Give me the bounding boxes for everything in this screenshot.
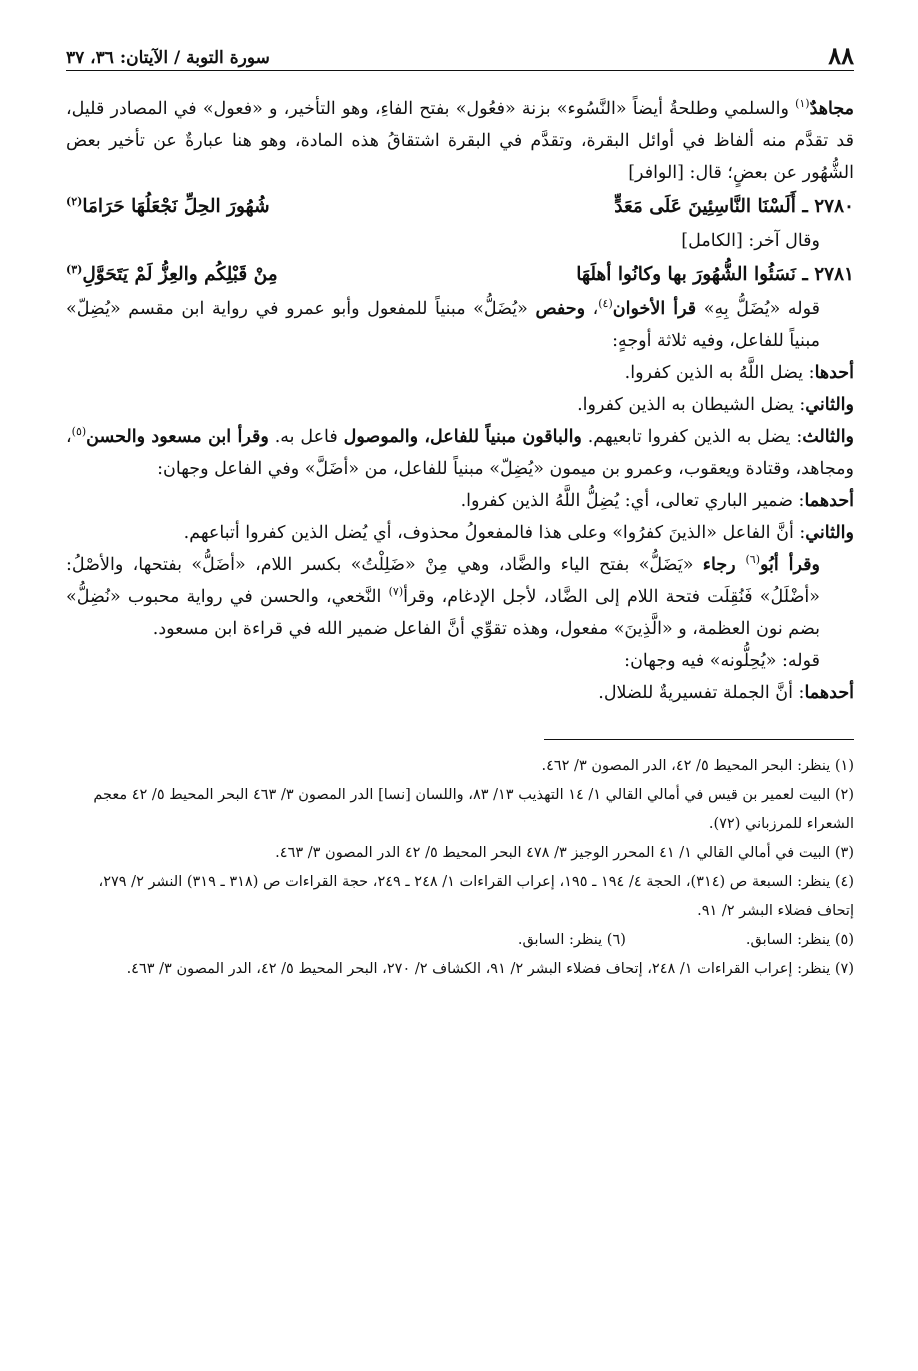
footnote-divider [544,739,854,740]
paragraph [66,293,854,357]
paragraph-text: ، ومجاهد، وقتادة ويعقوب، وعمرو بن ميمون «يُضِلّ» مبنياً للفاعل، من «أضَلَّ» وفي الفاعل وجهان: [66,427,854,479]
footnote-ref[interactable]: (٣) [66,262,83,276]
bold-term: والثالث [802,427,855,447]
verse-first-hemistich: ٢٧٨٠ ـ أَلَسْنَا النَّاسِئِينَ عَلَى مَعَدٍّ [614,196,854,217]
footnote-ref[interactable]: (٥) [71,425,87,439]
bold-term: رجاء [702,555,746,575]
main-text [66,93,854,709]
bold-term: قرأ الأخوان [612,299,697,319]
footnote-ref[interactable]: (٢) [66,194,83,208]
page-number: ٨٨ [828,41,854,70]
paragraph: وقال آخر: [الكامل] [681,231,820,251]
bold-term: أحدهما [804,683,854,703]
paragraph-text: «يُضَلُّ» مبنياً للمفعول وأبو عمرو في رواية ابن مقسم «يُضِلّ» مبنياً للفاعل، وفيه ثلاثة أوجهٍ: [66,299,820,351]
bold-term: أحدها [814,363,854,383]
footnote-6: (٦) ينظر: السابق. [517,932,626,948]
paragraph-text: : يضل الشيطان به الذين كفروا. [577,395,806,415]
footnote-pair [66,926,854,955]
paragraph-text: قوله «يُضَلُّ بِهِ» [696,299,820,319]
paragraph [66,421,854,485]
bold-term: وقرأ أبُو [760,555,820,575]
verse-first-hemistich: ٢٧٨١ ـ نَسَئُوا الشُّهُورَ بها وكانُوا أهلَهَا [576,264,854,285]
paragraph [66,389,854,421]
bold-term: وقرأ ابن مسعود والحسن [86,427,269,447]
footnote-ref[interactable]: (٦) [745,553,760,567]
footnote-2: (٢) البيت لعمير بن قيس في أمالي القالي ١/ ١٤ التهذيب ١٣/ ٨٣، واللسان [نسا] الدر المصون ٣/ ٤٦٣ البحر المحيط ٥/ ٤٢ معجم الشعراء للمرزباني (٧٢). [93,787,854,832]
paragraph-text: : يضل به الذين كفروا تابعيهم. [581,427,803,447]
footnote-5: (٥) ينظر: السابق. [745,932,854,948]
paragraph-text: فاعل به. [268,427,344,447]
paragraph [66,357,854,389]
book-page [66,40,854,984]
footnote-1: (١) ينظر: البحر المحيط ٥/ ٤٢، الدر المصون ٣/ ٤٦٢. [541,758,854,774]
verse-second-hemistich: شُهُورَ الحِلِّ نَجْعَلُهَا حَرَامَا [82,196,270,217]
paragraph-text: ، [585,299,599,319]
paragraph [66,93,854,189]
verse-2781 [66,259,854,291]
paragraph [66,485,854,517]
paragraph-text: : أنَّ الفاعل «الذينَ كفرُوا» وعلى هذا فالمفعولُ محذوف، أي يُضل الذين كفروا أتباعهم. [183,523,806,543]
verse-2780 [66,191,854,223]
footnote-ref[interactable]: (٤) [598,297,613,311]
bold-term: والثاني [805,395,854,415]
paragraph-text: : أنَّ الجملة تفسيريةٌ للضلال. [598,683,805,703]
paragraph-text: النَّخعي، والحسن في رواية محبوب «نُضِلُّ» بضم نون العظمة، و «الَّذِينَ» مفعول، وهذه تقوِّي أنَّ الفاعل ضمير الله في قراءة ابن مسعود. [66,587,820,639]
paragraph-text: : يضل اللَّهُ به الذين كفروا. [624,363,815,383]
running-title: سورة التوبة / الآيتان: ٣٦، ٣٧ [66,48,270,68]
bold-term: مجاهدٌ [809,99,854,119]
bold-term: والباقون مبنياً للفاعل، والموصول [343,427,582,447]
footnote-3: (٣) البيت في أمالي القالي ١/ ٤١ المحرر الوجيز ٣/ ٤٧٨ البحر المحيط ٥/ ٤٢ الدر المصون ٣/ ٤٦٣. [275,845,854,861]
paragraph [66,677,854,709]
footnotes [66,752,854,984]
paragraph-text: والسلمي وطلحةُ أيضاً «النَّسُوء» بزنة «فعُول» بفتح الفاءِ، وهو التأخير، و «فعول» في المصادر قليل، قد تقدَّم منه ألفاظ في أوائل البقرة، وتقدَّم في البقرة اشتقاقُ هذه المادة، وهو هنا عبارةٌ عن تأخير بعض الشُّهُور عن بعضٍ؛ قال: [الوافر] [66,99,854,183]
paragraph-text: : ضمير الباري تعالى، أي: يُضِلُّ اللَّهُ الذين كفروا. [460,491,805,511]
bold-term: والثاني [805,523,854,543]
page-header [66,40,854,71]
footnote-ref[interactable]: (٧) [388,585,404,599]
footnote-4: (٤) ينظر: السبعة ص (٣١٤)، الحجة ٤/ ١٩٤ ـ ١٩٥، إعراب القراءات ١/ ٢٤٨ ـ ٢٤٩، حجة القراءات ص (٣١٨ ـ ٣١٩) النشر ٢/ ٢٧٩، إتحاف فضلاء البشر ٢/ ٩١. [98,874,854,919]
bold-term: أحدهما [804,491,854,511]
bold-term: وحفص [535,299,586,319]
paragraph-text: «يَضَلُّ» بفتح الياء والضَّاد، وهي مِنْ «ضَلِلْتُ» بكسر اللام، «أضَلُّ» بفتحها، والأصْلُ: «أضْلَلُ» فَنُقِلَت فتحة اللام إلى الضَّاد، لأجل الإدغام، وقرأ [66,555,820,607]
paragraph [66,517,854,549]
paragraph: قوله: «يُحِلُّونه» فيه وجهان: [624,651,820,671]
paragraph [66,549,854,645]
footnote-7: (٧) ينظر: إعراب القراءات ١/ ٢٤٨، إتحاف فضلاء البشر ٢/ ٩١، الكشاف ٢/ ٢٧٠، البحر المحيط ٥/ ٤٢، الدر المصون ٣/ ٤٦٣. [126,961,854,977]
verse-second-hemistich: مِنْ قَبْلِكُم والعِزُّ لَمْ يَتَحَوَّلِ [82,264,278,285]
footnote-ref[interactable]: (١) [795,97,810,111]
